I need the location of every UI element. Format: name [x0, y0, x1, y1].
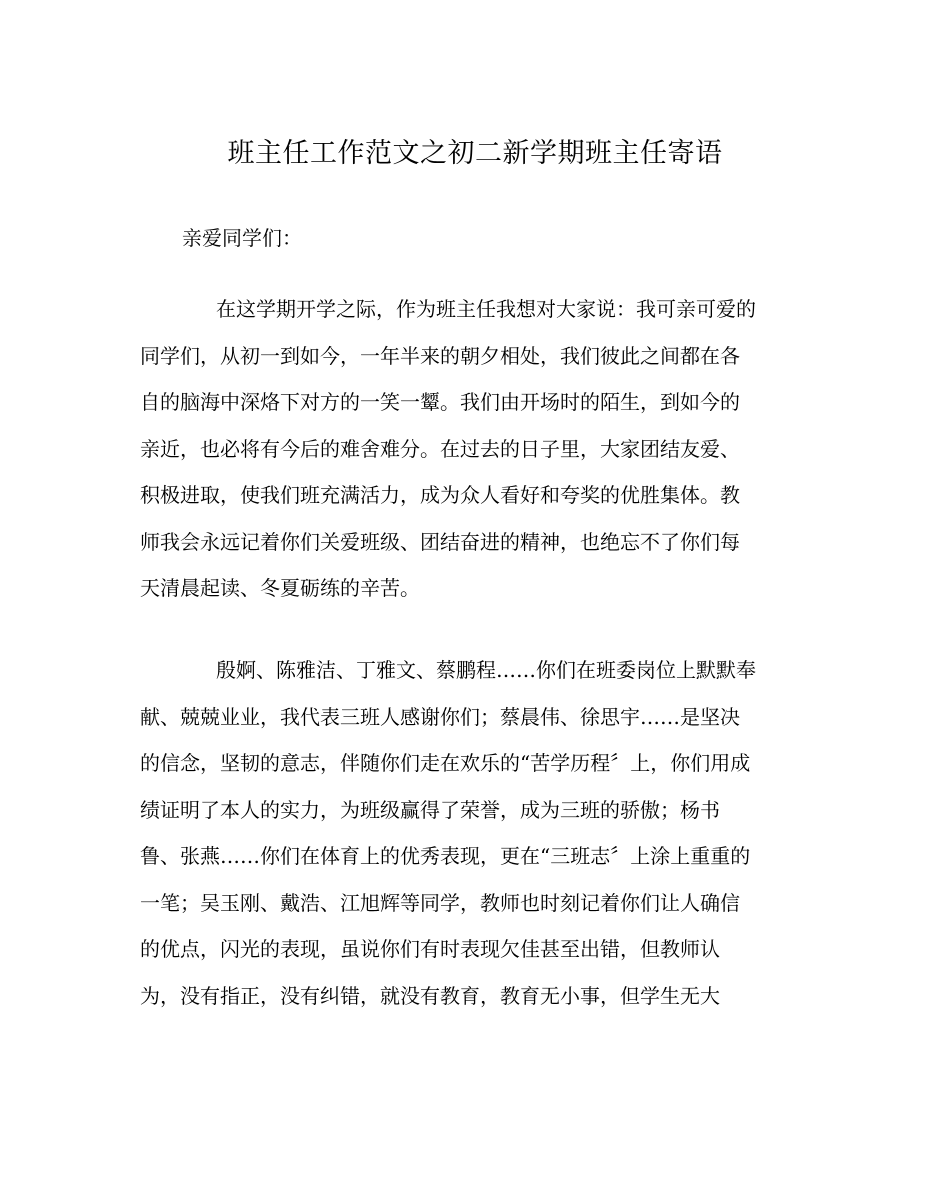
paragraph-line: 天清晨起读、冬夏砺练的辛苦。 [140, 576, 420, 600]
paragraph-line: 绩证明了本人的实力，为班级赢得了荣誉，成为三班的骄傲；杨书 [140, 797, 720, 822]
paragraph-line: 鲁、张燕……你们在体育上的优秀表现，更在“三班志〞上涂上重重的 [140, 844, 751, 868]
paragraph-line: 的信念，坚韧的意志，伴随你们走在欢乐的“苦学历程〞上，你们用成 [140, 751, 751, 775]
paragraph-2 [140, 654, 820, 1026]
paragraph-line: 为，没有指正，没有纠错，就没有教育，教育无小事，但学生无大 [140, 983, 720, 1008]
paragraph-line: 自的脑海中深烙下对方的一笑一颦。我们由开场时的陌生，到如今的 [140, 390, 740, 414]
paragraph-1 [140, 293, 820, 619]
paragraph-line: 同学们，从初一到如今，一年半来的朝夕相处，我们彼此之间都在各 [140, 343, 740, 368]
paragraph-line: 亲近，也必将有今后的难舍难分。在过去的日子里，大家团结友爱、 [140, 436, 740, 461]
paragraph-line: 殷婀、陈雅洁、丁雅文、蔡鹏程……你们在班委岗位上默默奉 [216, 658, 756, 682]
paragraph-line: 一笔；吴玉刚、戴浩、江旭辉等同学，教师也时刻记着你们让人确信 [140, 890, 740, 915]
document-title: 班主任工作范文之初二新学期班主任寄语 [227, 138, 723, 169]
paragraph-line: 的优点，闪光的表现，虽说你们有时表现欠佳甚至出错，但教师认 [140, 937, 720, 961]
paragraph-line: 献、兢兢业业，我代表三班人感谢你们；蔡晨伟、徐思宇……是坚决 [140, 704, 740, 729]
paragraph-line: 积极进取，使我们班充满活力，成为众人看好和夸奖的优胜集体。教 [140, 483, 740, 507]
salutation: 亲爱同学们： [182, 226, 302, 250]
paragraph-line: 在这学期开学之际，作为班主任我想对大家说：我可亲可爱的 [216, 297, 756, 321]
paragraph-line: 师我会永远记着你们关爱班级、团结奋进的精神，也绝忘不了你们每 [140, 529, 740, 554]
